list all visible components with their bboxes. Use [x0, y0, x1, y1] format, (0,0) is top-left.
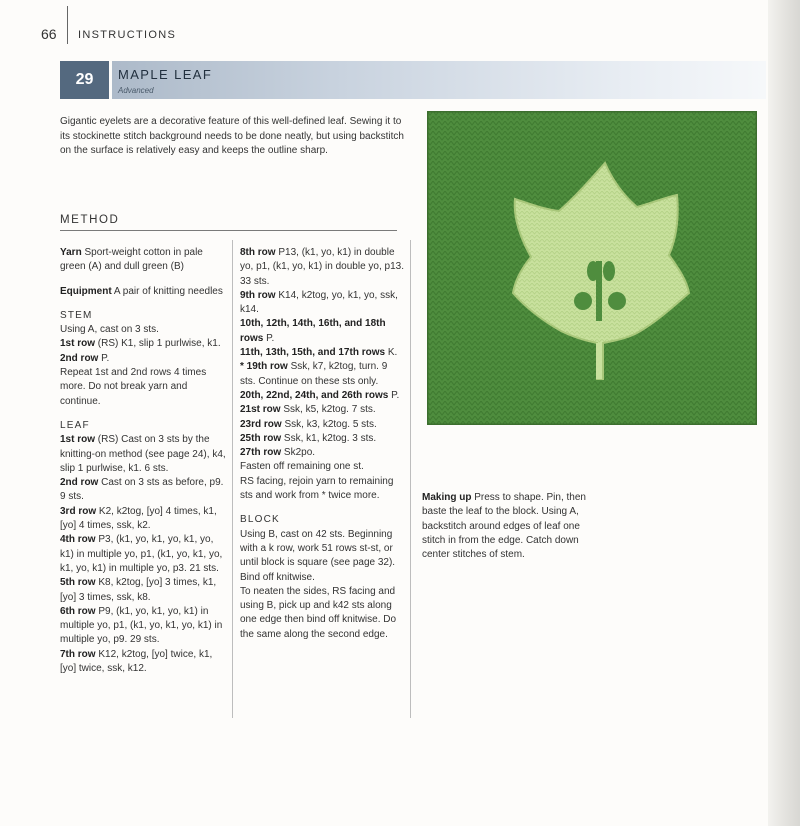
method-divider — [60, 230, 397, 231]
leaf-row-11: 11th, 13th, 15th, and 17th rows K. — [240, 347, 398, 359]
page-number: 66 — [41, 26, 57, 42]
stem-heading: STEM — [60, 309, 93, 321]
leaf-row-1: 1st row (RS) Cast on 3 sts by the knitting-on method (see page 24), k4, slip 1 purlwise, k1. 6 sts. — [60, 434, 226, 474]
leaf-row-10: 10th, 12th, 14th, 16th, and 18th rows P. — [240, 318, 386, 344]
pattern-number: 29 — [60, 61, 112, 99]
stem-row-1: 1st row (RS) K1, slip 1 purlwise, k1. — [60, 338, 221, 350]
method-heading: METHOD — [60, 214, 120, 226]
yarn-paragraph: Yarn Sport-weight cotton in pale green (A) and dull green (B) — [60, 247, 203, 273]
difficulty-level: Advanced — [118, 86, 154, 95]
making-up-paragraph: Making up Press to shape. Pin, then baste the leaf to the block. Using A, backstitch around edges of leaf one stitch in from the edge. Catch down center stitches of stem. — [422, 492, 586, 561]
stem-cast-on: Using A, cast on 3 sts. — [60, 324, 159, 336]
stem-repeat: Repeat 1st and 2nd rows 4 times more. Do not break yarn and continue. — [60, 367, 207, 407]
method-column-2 — [240, 246, 405, 642]
leaf-row-25: 25th row Ssk, k1, k2tog. 3 sts. — [240, 432, 377, 444]
leaf-row-2: 2nd row Cast on 3 sts as before, p9. 9 sts. — [60, 477, 224, 503]
block-bind-off: Bind off knitwise. — [240, 571, 315, 583]
method-column-3 — [422, 491, 592, 562]
equipment-paragraph: Equipment A pair of knitting needles — [60, 285, 223, 297]
leaf-row-20: 20th, 22nd, 24th, and 26th rows P. — [240, 389, 400, 401]
leaf-row-19: * 19th row Ssk, k7, k2tog, turn. 9 sts. Continue on these sts only. — [240, 361, 388, 387]
block-cast-on: Using B, cast on 42 sts. Beginning with a k row, work 51 rows st-st, or until block is square (see page 32). — [240, 528, 396, 569]
leaf-row-4: 4th row P3, (k1, yo, k1, yo, k1, yo, k1) in multiple yo, p1, (k1, yo, k1, yo, k1, yo, k1) in multiple yo, p3. 21 sts. — [60, 534, 223, 574]
leaf-row-8: 8th row P13, (k1, yo, k1) in double yo, p1, (k1, yo, k1) in double yo, p13. 33 sts. — [240, 247, 404, 287]
stem-row-2: 2nd row P. — [60, 352, 110, 364]
leaf-row-5: 5th row K8, k2tog, [yo] 3 times, k1, [yo] 3 times, ssk, k8. — [60, 577, 217, 603]
block-neaten: To neaten the sides, RS facing and using B, pick up and k42 sts along one edge then bind off knitwise. Do the same along the second edge. — [240, 585, 397, 640]
running-title: INSTRUCTIONS — [78, 29, 177, 41]
rs-facing: RS facing, rejoin yarn to remaining sts and work from * twice more. — [240, 475, 394, 502]
leaf-row-9: 9th row K14, k2tog, yo, k1, yo, ssk, k14. — [240, 289, 398, 316]
leaf-row-23: 23rd row Ssk, k3, k2tog. 5 sts. — [240, 418, 377, 430]
column-divider-1 — [232, 240, 233, 718]
pattern-title: MAPLE LEAF — [118, 67, 213, 82]
intro-paragraph: Gigantic eyelets are a decorative feature of this well-defined leaf. Sewing it to its stockinette stitch background needs to be done neatly, but using backstitch on the surface is relatively easy and keeps the outline sharp. — [60, 116, 404, 156]
leaf-row-3: 3rd row K2, k2tog, [yo] 4 times, k1, [yo] 4 times, ssk, k2. — [60, 505, 217, 532]
leaf-row-21: 21st row Ssk, k5, k2tog. 7 sts. — [240, 404, 376, 416]
block-heading: BLOCK — [240, 514, 280, 526]
leaf-heading: LEAF — [60, 419, 90, 431]
header-divider — [67, 6, 68, 44]
column-divider-2 — [410, 240, 411, 718]
leaf-row-6: 6th row P9, (k1, yo, k1, yo, k1) in multiple yo, p1, (k1, yo, k1, yo, k1) in multiple yo, p9. 29 sts. — [60, 605, 223, 646]
method-column-1 — [60, 246, 230, 676]
leaf-row-7: 7th row K12, k2tog, [yo] twice, k1, [yo] twice, ssk, k12. — [60, 648, 213, 675]
knitted-leaf-photo — [427, 111, 757, 425]
book-spine-shadow — [768, 0, 800, 826]
fasten-off: Fasten off remaining one st. — [240, 461, 364, 473]
leaf-row-27: 27th row Sk2po. — [240, 447, 316, 459]
